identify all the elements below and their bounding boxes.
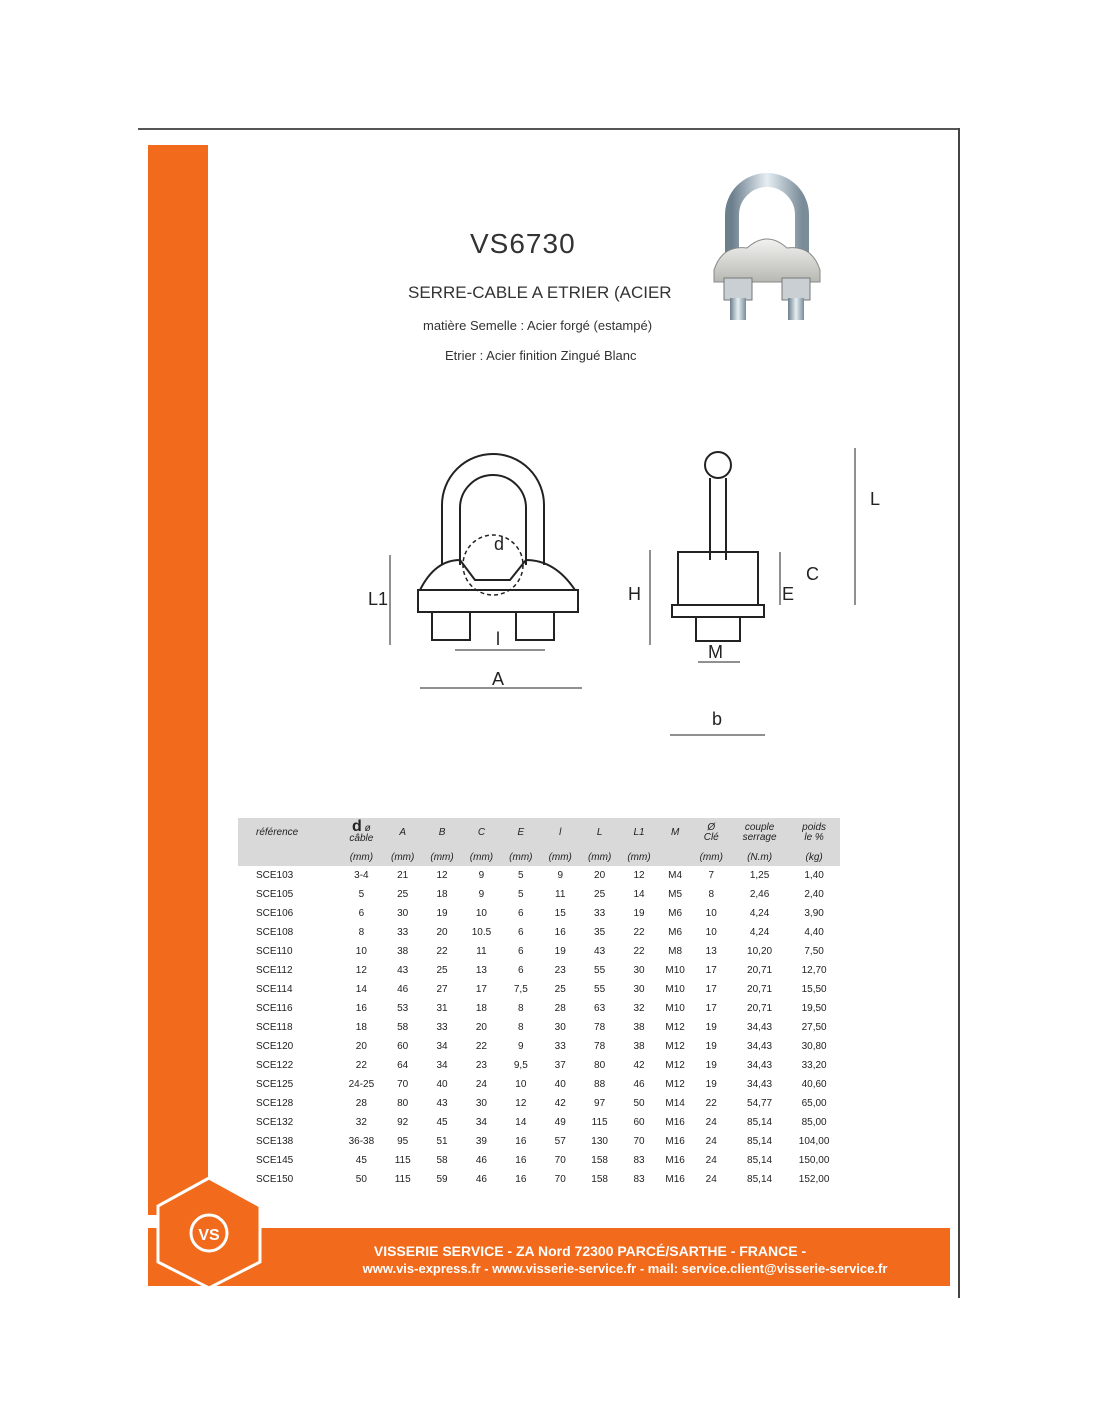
table-cell: 2,46 bbox=[749, 889, 770, 900]
table-cell: M6 bbox=[668, 908, 683, 919]
table-cell: M12 bbox=[665, 1041, 685, 1052]
table-cell: 80 bbox=[594, 1060, 606, 1071]
table-cell: 8 bbox=[518, 1003, 524, 1014]
table-cell: 25 bbox=[397, 889, 409, 900]
table-cell: 32 bbox=[355, 1117, 367, 1128]
table-cell: 34,43 bbox=[747, 1022, 773, 1033]
reference-cell: SCE150 bbox=[256, 1174, 294, 1185]
reference-cell: SCE125 bbox=[256, 1079, 294, 1090]
table-cell: 42 bbox=[554, 1098, 566, 1109]
table-cell: 46 bbox=[475, 1155, 487, 1166]
table-cell: 53 bbox=[397, 1003, 409, 1014]
table-cell: 22 bbox=[705, 1098, 717, 1109]
table-cell: 10 bbox=[705, 908, 717, 919]
table-cell: 70 bbox=[397, 1079, 409, 1090]
reference-cell: SCE145 bbox=[256, 1155, 294, 1166]
column-header: M bbox=[659, 818, 692, 848]
table-cell: 43 bbox=[594, 946, 606, 957]
label-b: b bbox=[712, 709, 723, 729]
table-cell: M10 bbox=[665, 965, 685, 976]
table-cell: 32 bbox=[633, 1003, 645, 1014]
table-cell: 57 bbox=[554, 1136, 566, 1147]
table-cell: 3-4 bbox=[354, 870, 369, 881]
table-cell: 22 bbox=[475, 1041, 487, 1052]
table-cell: 54,77 bbox=[747, 1098, 773, 1109]
table-cell: 104,00 bbox=[798, 1136, 830, 1147]
reference-cell: SCE120 bbox=[256, 1041, 294, 1052]
table-cell: 70 bbox=[633, 1136, 645, 1147]
table-cell: 30 bbox=[475, 1098, 487, 1109]
unit-cell: (mm) bbox=[383, 848, 422, 866]
reference-cell: SCE110 bbox=[256, 946, 293, 957]
table-cell: 19 bbox=[705, 1022, 717, 1033]
product-code: VS6730 bbox=[470, 228, 576, 259]
table-row bbox=[238, 1075, 840, 1094]
table-cell: 38 bbox=[633, 1022, 645, 1033]
column-header: B bbox=[422, 818, 461, 848]
table-cell: 33 bbox=[594, 908, 606, 919]
table-cell: 23 bbox=[475, 1060, 487, 1071]
unit-cell: (mm) bbox=[692, 848, 731, 866]
table-cell: 6 bbox=[518, 965, 524, 976]
table-cell: 12 bbox=[355, 965, 367, 976]
table-cell: 34,43 bbox=[747, 1079, 773, 1090]
table-cell: 70 bbox=[554, 1174, 566, 1185]
label-L1: L1 bbox=[368, 589, 389, 609]
table-cell: 59 bbox=[436, 1174, 448, 1185]
table-cell: 37 bbox=[554, 1060, 566, 1071]
table-cell: 40,60 bbox=[801, 1079, 827, 1090]
table-row bbox=[238, 885, 840, 904]
table-cell: 115 bbox=[394, 1174, 411, 1185]
table-row bbox=[238, 923, 840, 942]
table-cell: M6 bbox=[668, 927, 683, 938]
technical-drawing bbox=[360, 440, 900, 740]
table-cell: 16 bbox=[554, 927, 566, 938]
table-cell: 78 bbox=[594, 1022, 606, 1033]
table-cell: 24 bbox=[705, 1117, 717, 1128]
table-row bbox=[238, 1151, 840, 1170]
product-name: SERRE-CABLE A ETRIER (ACIER bbox=[408, 283, 672, 302]
table-cell: 49 bbox=[554, 1117, 566, 1128]
reference-cell: SCE108 bbox=[256, 927, 294, 938]
reference-cell: SCE118 bbox=[256, 1022, 293, 1033]
table-row bbox=[238, 1056, 840, 1075]
column-header: A bbox=[383, 818, 422, 848]
table-cell: 115 bbox=[591, 1117, 608, 1128]
column-header: référence bbox=[238, 818, 340, 848]
table-cell: 130 bbox=[591, 1136, 608, 1147]
table-cell: 58 bbox=[397, 1022, 409, 1033]
table-cell: 39 bbox=[475, 1136, 487, 1147]
table-cell: 27,50 bbox=[801, 1022, 827, 1033]
label-l: l bbox=[496, 629, 500, 649]
table-cell: 10 bbox=[515, 1079, 527, 1090]
table-cell: 80 bbox=[397, 1098, 409, 1109]
table-cell: 152,00 bbox=[798, 1174, 830, 1185]
table-cell: 15,50 bbox=[801, 984, 827, 995]
unit-cell: (mm) bbox=[462, 848, 501, 866]
unit-cell: (mm) bbox=[541, 848, 580, 866]
table-cell: M16 bbox=[665, 1155, 685, 1166]
table-cell: 17 bbox=[705, 984, 717, 995]
table-cell: 85,14 bbox=[747, 1174, 773, 1185]
label-L: L bbox=[870, 489, 881, 509]
table-cell: 64 bbox=[397, 1060, 409, 1071]
table-cell: 55 bbox=[594, 984, 606, 995]
table-cell: 10,20 bbox=[747, 946, 773, 957]
column-header: L bbox=[580, 818, 619, 848]
svg-text:VS: VS bbox=[198, 1227, 220, 1244]
table-cell: 63 bbox=[594, 1003, 606, 1014]
table-cell: 34 bbox=[475, 1117, 487, 1128]
table-cell: 6 bbox=[518, 908, 524, 919]
table-cell: 16 bbox=[515, 1174, 527, 1185]
unit-cell bbox=[659, 848, 692, 866]
table-cell: 24-25 bbox=[348, 1079, 375, 1090]
table-cell: 150,00 bbox=[798, 1155, 830, 1166]
column-header: E bbox=[501, 818, 540, 848]
table-cell: 16 bbox=[355, 1003, 367, 1014]
table-cell: 50 bbox=[633, 1098, 645, 1109]
table-cell: 17 bbox=[705, 1003, 717, 1014]
table-cell: 30 bbox=[397, 908, 409, 919]
table-cell: 12 bbox=[436, 870, 448, 881]
table-cell: 18 bbox=[475, 1003, 487, 1014]
table-row bbox=[238, 980, 840, 999]
table-cell: 20,71 bbox=[747, 984, 773, 995]
table-cell: 8 bbox=[358, 927, 365, 938]
label-d: d bbox=[494, 534, 505, 554]
table-cell: M10 bbox=[665, 1003, 685, 1014]
table-cell: 1,25 bbox=[749, 870, 770, 881]
reference-cell: SCE106 bbox=[256, 908, 294, 919]
table-row bbox=[238, 1113, 840, 1132]
table-row bbox=[238, 904, 840, 923]
table-cell: 5 bbox=[518, 870, 524, 881]
table-cell: 8 bbox=[708, 889, 715, 900]
table-cell: 12 bbox=[633, 870, 645, 881]
table-cell: 14 bbox=[515, 1117, 527, 1128]
unit-cell: (mm) bbox=[422, 848, 461, 866]
table-cell: 18 bbox=[436, 889, 448, 900]
table-cell: 33 bbox=[397, 927, 409, 938]
table-cell: 45 bbox=[355, 1155, 367, 1166]
table-cell: 25 bbox=[554, 984, 566, 995]
table-cell: 22 bbox=[633, 927, 645, 938]
top-rule bbox=[138, 128, 960, 130]
table-cell: 33 bbox=[554, 1041, 566, 1052]
table-cell: M16 bbox=[665, 1117, 685, 1128]
table-cell: 20 bbox=[355, 1041, 367, 1052]
column-header: couple serrage bbox=[731, 818, 788, 848]
unit-cell bbox=[238, 848, 340, 866]
table-row bbox=[238, 961, 840, 980]
table-cell: 7 bbox=[708, 870, 715, 881]
table-row bbox=[238, 1132, 840, 1151]
table-cell: 4,24 bbox=[749, 908, 770, 919]
table-cell: 34,43 bbox=[747, 1060, 773, 1071]
table-cell: 22 bbox=[633, 946, 645, 957]
table-cell: 97 bbox=[594, 1098, 606, 1109]
table-cell: 58 bbox=[436, 1155, 448, 1166]
table-cell: 85,14 bbox=[747, 1117, 773, 1128]
material-line-1: matière Semelle : Acier forgé (estampé) bbox=[423, 318, 653, 333]
table-cell: 65,00 bbox=[801, 1098, 827, 1109]
table-cell: M10 bbox=[665, 984, 685, 995]
table-cell: 43 bbox=[397, 965, 409, 976]
material-line-2: Etrier : Acier finition Zingué Blanc bbox=[445, 348, 637, 363]
side-view bbox=[650, 448, 855, 735]
table-cell: 19,50 bbox=[801, 1003, 827, 1014]
table-cell: 16 bbox=[515, 1155, 527, 1166]
table-cell: M16 bbox=[665, 1174, 685, 1185]
table-cell: 9 bbox=[478, 870, 485, 881]
table-cell: 40 bbox=[436, 1079, 448, 1090]
column-header: Ø Clé bbox=[692, 818, 731, 848]
table-cell: 16 bbox=[515, 1136, 527, 1147]
reference-cell: SCE103 bbox=[256, 870, 294, 881]
table-cell: 34 bbox=[436, 1041, 448, 1052]
table-cell: 30 bbox=[633, 965, 645, 976]
unit-cell: (mm) bbox=[580, 848, 619, 866]
table-cell: 20,71 bbox=[747, 1003, 773, 1014]
table-cell: 24 bbox=[705, 1155, 717, 1166]
unit-cell: (kg) bbox=[788, 848, 840, 866]
table-row bbox=[238, 942, 840, 961]
table-cell: 43 bbox=[436, 1098, 448, 1109]
table-row bbox=[238, 999, 840, 1018]
table-row bbox=[238, 1037, 840, 1056]
table-cell: 85,14 bbox=[747, 1136, 773, 1147]
footer-address: VISSERIE SERVICE - ZA Nord 72300 PARCÉ/SARTHE - FRANCE - bbox=[373, 1243, 807, 1259]
reference-cell: SCE114 bbox=[256, 984, 293, 995]
table-cell: 2,40 bbox=[804, 889, 824, 900]
table-cell: 158 bbox=[591, 1174, 608, 1185]
table-cell: 45 bbox=[436, 1117, 448, 1128]
table-cell: 10 bbox=[475, 908, 487, 919]
table-cell: 51 bbox=[436, 1136, 448, 1147]
table-cell: 13 bbox=[705, 946, 717, 957]
table-cell: 20 bbox=[594, 870, 606, 881]
table-row bbox=[238, 1018, 840, 1037]
table-cell: 18 bbox=[355, 1022, 367, 1033]
table-cell: 13 bbox=[475, 965, 487, 976]
table-cell: 5 bbox=[358, 889, 365, 900]
reference-cell: SCE116 bbox=[256, 1003, 293, 1014]
table-cell: 6 bbox=[518, 927, 524, 938]
table-cell: 22 bbox=[436, 946, 448, 957]
table-cell: 11 bbox=[476, 946, 487, 957]
table-cell: 9 bbox=[478, 889, 485, 900]
table-cell: 31 bbox=[436, 1003, 448, 1014]
table-cell: M5 bbox=[668, 889, 683, 900]
label-E: E bbox=[782, 584, 795, 604]
product-photo bbox=[702, 170, 832, 330]
table-cell: 19 bbox=[554, 946, 566, 957]
table-cell: M14 bbox=[665, 1098, 685, 1109]
column-header: C bbox=[462, 818, 501, 848]
table-cell: 33,20 bbox=[801, 1060, 827, 1071]
orange-side-bar bbox=[148, 145, 208, 1215]
table-cell: 14 bbox=[355, 984, 367, 995]
table-row bbox=[238, 1094, 840, 1113]
table-cell: 5 bbox=[518, 889, 524, 900]
table-cell: 20,71 bbox=[747, 965, 773, 976]
table-cell: 85,00 bbox=[801, 1117, 827, 1128]
table-cell: 24 bbox=[705, 1136, 717, 1147]
table-cell: 30 bbox=[554, 1022, 566, 1033]
table-cell: 4,24 bbox=[749, 927, 770, 938]
reference-cell: SCE105 bbox=[256, 889, 294, 900]
table-row bbox=[238, 1170, 840, 1189]
table-cell: 35 bbox=[594, 927, 606, 938]
table-cell: M4 bbox=[668, 870, 683, 881]
table-cell: 14 bbox=[633, 889, 645, 900]
table-cell: 30 bbox=[633, 984, 645, 995]
table-cell: 6 bbox=[358, 908, 365, 919]
column-header: d ø câble bbox=[340, 818, 383, 848]
table-cell: 83 bbox=[633, 1155, 645, 1166]
unit-cell: (mm) bbox=[340, 848, 383, 866]
table-cell: 28 bbox=[355, 1098, 367, 1109]
table-cell: 27 bbox=[436, 984, 448, 995]
table-cell: 88 bbox=[594, 1079, 606, 1090]
table-cell: 6 bbox=[518, 946, 524, 957]
table-cell: 20 bbox=[436, 927, 448, 938]
table-cell: 12 bbox=[515, 1098, 527, 1109]
table-cell: 17 bbox=[705, 965, 717, 976]
units-row bbox=[238, 848, 840, 866]
table-cell: 23 bbox=[554, 965, 566, 976]
unit-cell: (mm) bbox=[619, 848, 658, 866]
table-cell: 24 bbox=[475, 1079, 487, 1090]
table-cell: 15 bbox=[554, 908, 566, 919]
table-cell: 34 bbox=[436, 1060, 448, 1071]
table-cell: 12,70 bbox=[801, 965, 827, 976]
table-cell: 34,43 bbox=[747, 1041, 773, 1052]
table-cell: 38 bbox=[633, 1041, 645, 1052]
table-cell: M16 bbox=[665, 1136, 685, 1147]
table-cell: 30,80 bbox=[801, 1041, 827, 1052]
table-cell: 22 bbox=[355, 1060, 367, 1071]
table-cell: 46 bbox=[475, 1174, 487, 1185]
table-cell: M12 bbox=[665, 1079, 685, 1090]
reference-cell: SCE122 bbox=[256, 1060, 294, 1071]
table-cell: 4,40 bbox=[804, 927, 824, 938]
reference-cell: SCE128 bbox=[256, 1098, 294, 1109]
table-cell: 46 bbox=[397, 984, 409, 995]
front-view bbox=[390, 454, 582, 688]
table-cell: 3,90 bbox=[804, 908, 824, 919]
table-cell: 9 bbox=[557, 870, 563, 881]
table-cell: 92 bbox=[397, 1117, 409, 1128]
table-cell: 60 bbox=[397, 1041, 409, 1052]
table-cell: 70 bbox=[554, 1155, 566, 1166]
table-cell: 25 bbox=[436, 965, 448, 976]
table-cell: 19 bbox=[705, 1041, 717, 1052]
table-cell: 25 bbox=[594, 889, 606, 900]
label-A: A bbox=[492, 669, 505, 689]
unit-cell: (N.m) bbox=[731, 848, 788, 866]
table-cell: 36-38 bbox=[348, 1136, 375, 1147]
right-rule bbox=[958, 128, 960, 1298]
table-cell: 17 bbox=[475, 984, 487, 995]
table-cell: 9 bbox=[518, 1041, 524, 1052]
table-cell: 7,5 bbox=[513, 984, 528, 995]
table-cell: 24 bbox=[705, 1174, 717, 1185]
table-cell: 85,14 bbox=[747, 1155, 773, 1166]
reference-cell: SCE138 bbox=[256, 1136, 294, 1147]
column-header: l bbox=[541, 818, 580, 848]
table-row bbox=[238, 866, 840, 885]
table-header-row bbox=[238, 818, 840, 848]
table-cell: 11 bbox=[555, 889, 566, 900]
table-cell: M12 bbox=[665, 1022, 685, 1033]
table-cell: M12 bbox=[665, 1060, 685, 1071]
table-cell: 10 bbox=[705, 927, 717, 938]
table-cell: 20 bbox=[475, 1022, 487, 1033]
table-cell: 10 bbox=[355, 946, 367, 957]
table-cell: M8 bbox=[668, 946, 683, 957]
unit-cell: (mm) bbox=[501, 848, 540, 866]
table-cell: 115 bbox=[394, 1155, 411, 1166]
table-cell: 78 bbox=[594, 1041, 606, 1052]
label-C: C bbox=[806, 564, 819, 584]
table-cell: 95 bbox=[397, 1136, 409, 1147]
table-cell: 60 bbox=[633, 1117, 645, 1128]
table-cell: 46 bbox=[633, 1079, 645, 1090]
table-cell: 19 bbox=[633, 908, 645, 919]
reference-cell: SCE132 bbox=[256, 1117, 294, 1128]
table-cell: 9,5 bbox=[513, 1060, 528, 1071]
reference-cell: SCE112 bbox=[256, 965, 293, 976]
table-cell: 8 bbox=[518, 1022, 524, 1033]
footer-contacts: www.vis-express.fr - www.visserie-service.fr - mail: service.client@visserie-service.fr bbox=[362, 1261, 888, 1276]
specifications-table bbox=[238, 818, 840, 1189]
table-cell: 50 bbox=[355, 1174, 367, 1185]
column-header: L1 bbox=[619, 818, 658, 848]
table-cell: 158 bbox=[591, 1155, 608, 1166]
label-M: M bbox=[708, 642, 723, 662]
table-cell: 19 bbox=[705, 1060, 717, 1071]
table-cell: 28 bbox=[554, 1003, 566, 1014]
table-cell: 42 bbox=[633, 1060, 645, 1071]
table-cell: 19 bbox=[705, 1079, 717, 1090]
table-cell: 55 bbox=[594, 965, 606, 976]
table-cell: 40 bbox=[554, 1079, 566, 1090]
table-cell: 38 bbox=[397, 946, 409, 957]
table-cell: 19 bbox=[436, 908, 448, 919]
table-cell: 7,50 bbox=[804, 946, 824, 957]
table-cell: 21 bbox=[397, 870, 409, 881]
column-header: poids le % bbox=[788, 818, 840, 848]
table-cell: 10.5 bbox=[471, 927, 492, 938]
table-cell: 1,40 bbox=[804, 870, 824, 881]
table-cell: 33 bbox=[436, 1022, 448, 1033]
table-cell: 83 bbox=[633, 1174, 645, 1185]
label-H: H bbox=[628, 584, 641, 604]
